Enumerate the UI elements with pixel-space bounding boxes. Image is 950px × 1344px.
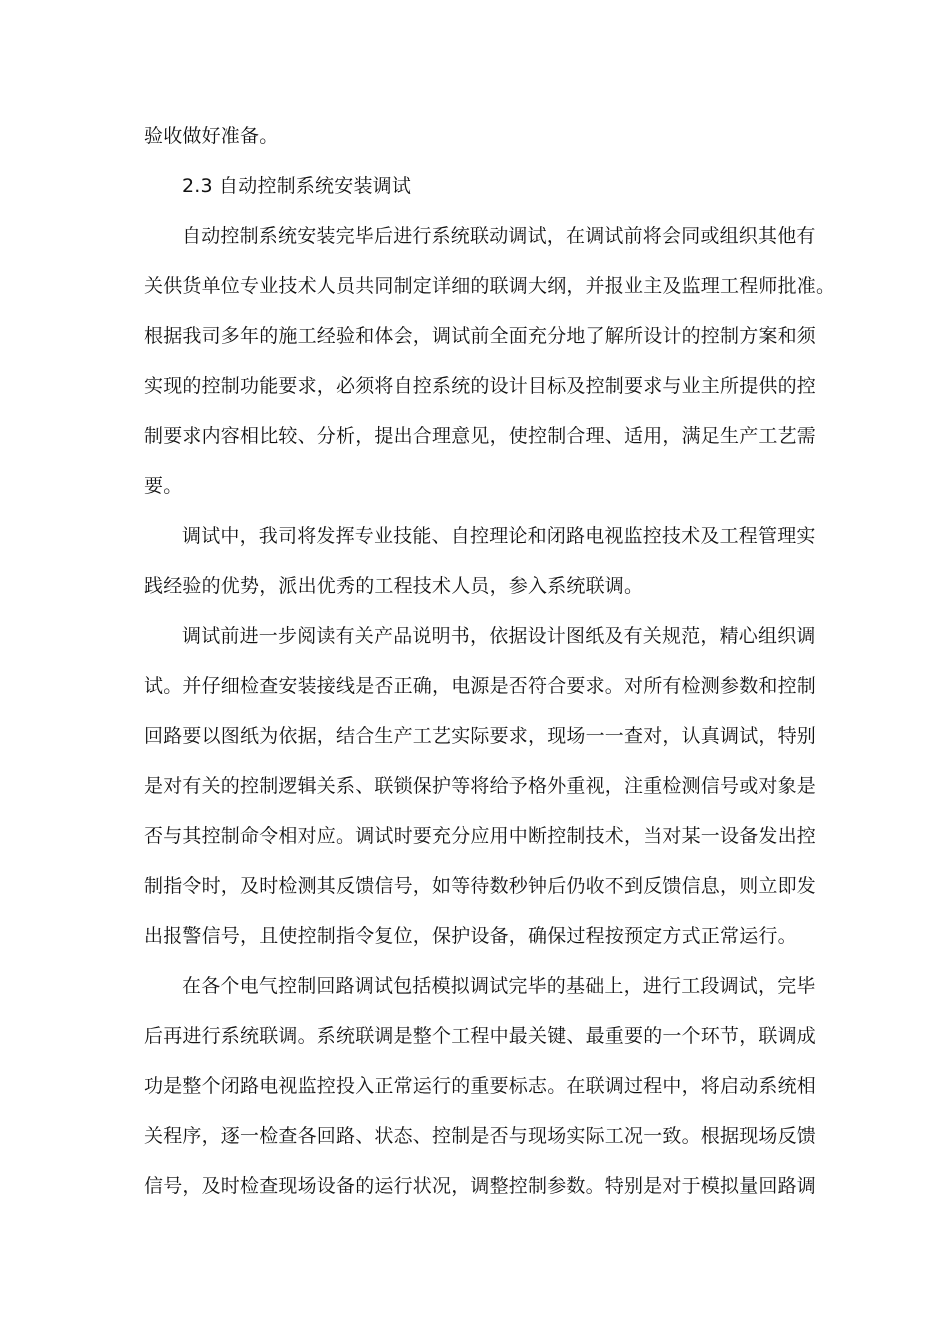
text-line: 调试前进一步阅读有关产品说明书，依据设计图纸及有关规范，精心组织调 [182, 625, 816, 647]
text-line: 否与其控制命令相对应。调试时要充分应用中断控制技术，当对某一设备发出控 [144, 825, 817, 847]
text-line: 功是整个闭路电视监控投入正常运行的重要标志。在联调过程中，将启动系统相 [144, 1075, 817, 1097]
text-line: 实现的控制功能要求，必须将自控系统的设计目标及控制要求与业主所提供的控 [144, 375, 817, 397]
text-line: 制要求内容相比较、分析，提出合理意见，使控制合理、适用，满足生产工艺需 [144, 425, 817, 447]
text-line: 要。 [144, 475, 183, 497]
text-line: 调试中，我司将发挥专业技能、自控理论和闭路电视监控技术及工程管理实 [182, 525, 816, 547]
text-line: 在各个电气控制回路调试包括模拟调试完毕的基础上，进行工段调试，完毕 [182, 975, 816, 997]
text-line: 自动控制系统安装完毕后进行系统联动调试，在调试前将会同或组织其他有 [182, 225, 816, 247]
text-line: 试。并仔细检查安装接线是否正确，电源是否符合要求。对所有检测参数和控制 [144, 675, 817, 697]
text-line: 信号，及时检查现场设备的运行状况，调整控制参数。特别是对于模拟量回路调 [144, 1175, 817, 1197]
text-line: 关程序，逐一检查各回路、状态、控制是否与现场实际工况一致。根据现场反馈 [144, 1125, 817, 1147]
text-line: 践经验的优势，派出优秀的工程技术人员，参入系统联调。 [144, 575, 644, 597]
text-line: 制指令时，及时检测其反馈信号，如等待数秒钟后仍收不到反馈信息，则立即发 [144, 875, 817, 897]
text-line: 后再进行系统联调。系统联调是整个工程中最关键、最重要的一个环节，联调成 [144, 1025, 817, 1047]
text-line: 关供货单位专业技术人员共同制定详细的联调大纲，并报业主及监理工程师批准。 [144, 275, 836, 297]
section-heading: 2.3 自动控制系统安装调试 [182, 175, 412, 197]
text-line: 是对有关的控制逻辑关系、联锁保护等将给予格外重视，注重检测信号或对象是 [144, 775, 817, 797]
text-line: 回路要以图纸为依据，结合生产工艺实际要求，现场一一查对，认真调试，特别 [144, 725, 817, 747]
text-line: 根据我司多年的施工经验和体会，调试前全面充分地了解所设计的控制方案和须 [144, 325, 817, 347]
text-line: 验收做好准备。 [144, 125, 279, 147]
text-line: 出报警信号，且使控制指令复位，保护设备，确保过程按预定方式正常运行。 [144, 925, 797, 947]
